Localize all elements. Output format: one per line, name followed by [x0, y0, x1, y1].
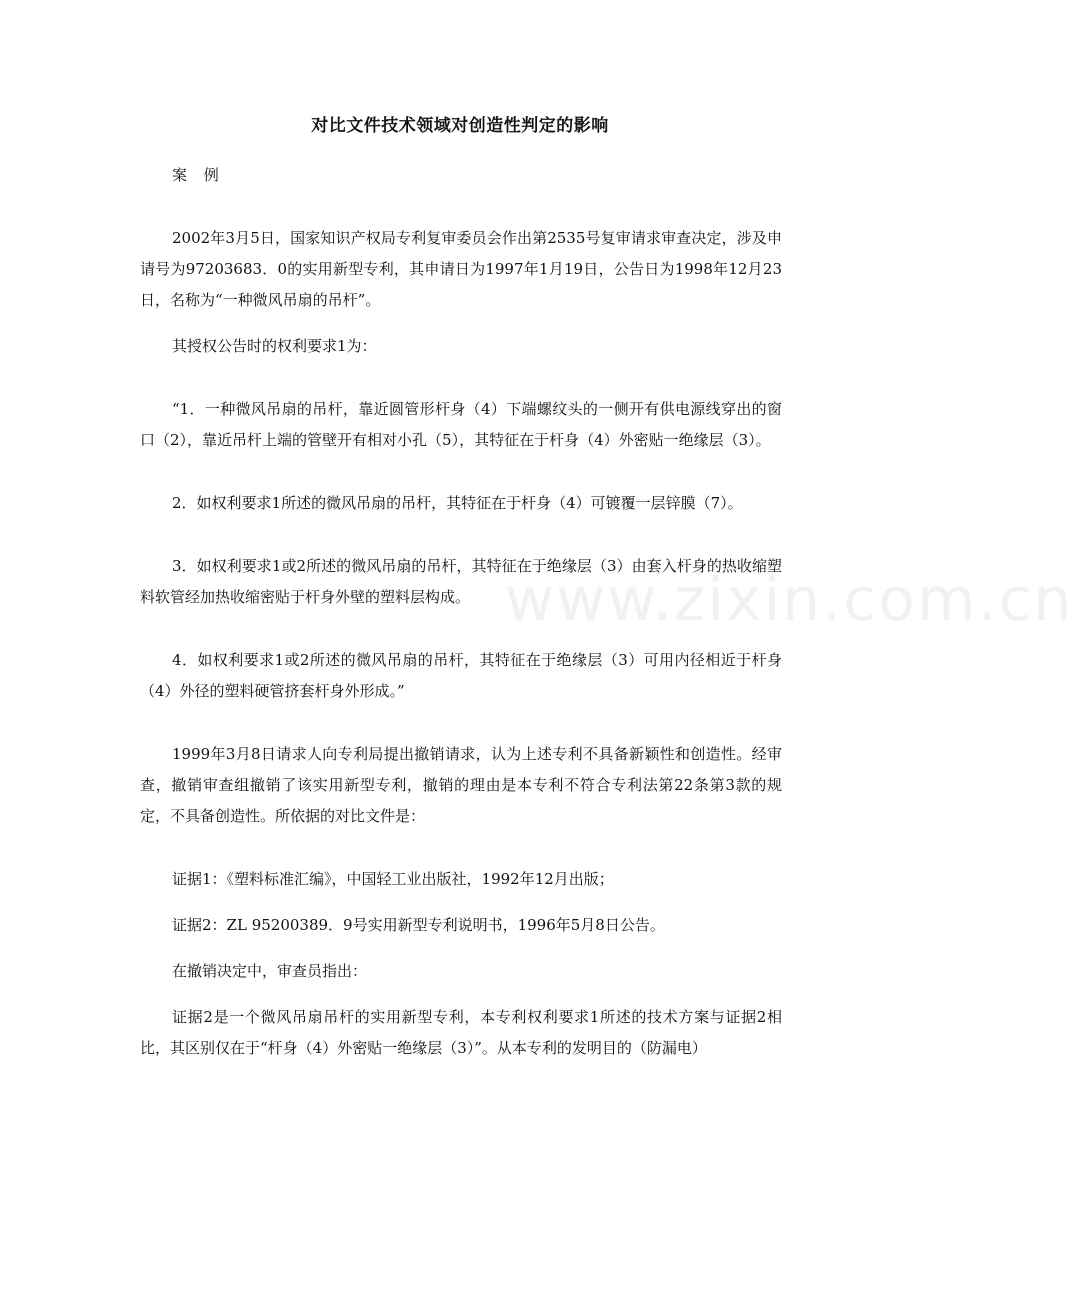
claim-paragraph: 2．如权利要求1所述的微风吊扇的吊杆，其特征在于杆身（4）可镀覆一层锌膜（7）。	[172, 494, 743, 512]
paragraph: 在撤销决定中，审查员指出：	[172, 962, 368, 980]
claim-paragraph: “1．一种微风吊扇的吊杆，靠近圆管形杆身（4）下端螺纹头的一侧开有供电源线穿出的窗口（2），靠近吊杆上端的管壁开有相对小孔（5），其特征在于杆身（4）外密贴一绝缘层（3）。	[140, 400, 782, 449]
paragraph: 1999年3月8日请求人向专利局提出撤销请求，认为上述专利不具备新颖性和创造性。经审查，撤销审查组撤销了该实用新型专利，撤销的理由是本专利不符合专利法第22条第3款的规定，不具备创造性。所依据的对比文件是：	[140, 745, 782, 825]
section-label: 案 例	[172, 166, 225, 184]
claim-paragraph: 4．如权利要求1或2所述的微风吊扇的吊杆，其特征在于绝缘层（3）可用内径相近于杆身（4）外径的塑料硬管挤套杆身外形成。”	[140, 651, 782, 700]
watermark: www.zixin.com.cn	[505, 565, 1073, 635]
paragraph: 证据2是一个微风吊扇吊杆的实用新型专利，本专利权利要求1所述的技术方案与证据2相比，其区别仅在于“杆身（4）外密贴一绝缘层（3）”。从本专利的发明目的（防漏电）	[140, 1008, 782, 1057]
evidence-item: 证据2：ZL 95200389．9号实用新型专利说明书，1996年5月8日公告。	[172, 916, 665, 934]
document-title: 对比文件技术领域对创造性判定的影响	[311, 116, 609, 136]
evidence-item: 证据1：《塑料标准汇编》，中国轻工业出版社，1992年12月出版；	[172, 870, 614, 888]
claim-paragraph: 3．如权利要求1或2所述的微风吊扇的吊杆，其特征在于绝缘层（3）由套入杆身的热收缩塑料软管经加热收缩密贴于杆身外壁的塑料层构成。	[140, 557, 782, 606]
paragraph: 2002年3月5日，国家知识产权局专利复审委员会作出第2535号复审请求审查决定，涉及申请号为97203683．0的实用新型专利，其申请日为1997年1月19日，公告日为1998年12月23日，名称为“一种微风吊扇的吊杆”。	[140, 229, 782, 309]
document-body	[140, 160, 782, 1079]
paragraph: 其授权公告时的权利要求1为：	[172, 337, 377, 355]
